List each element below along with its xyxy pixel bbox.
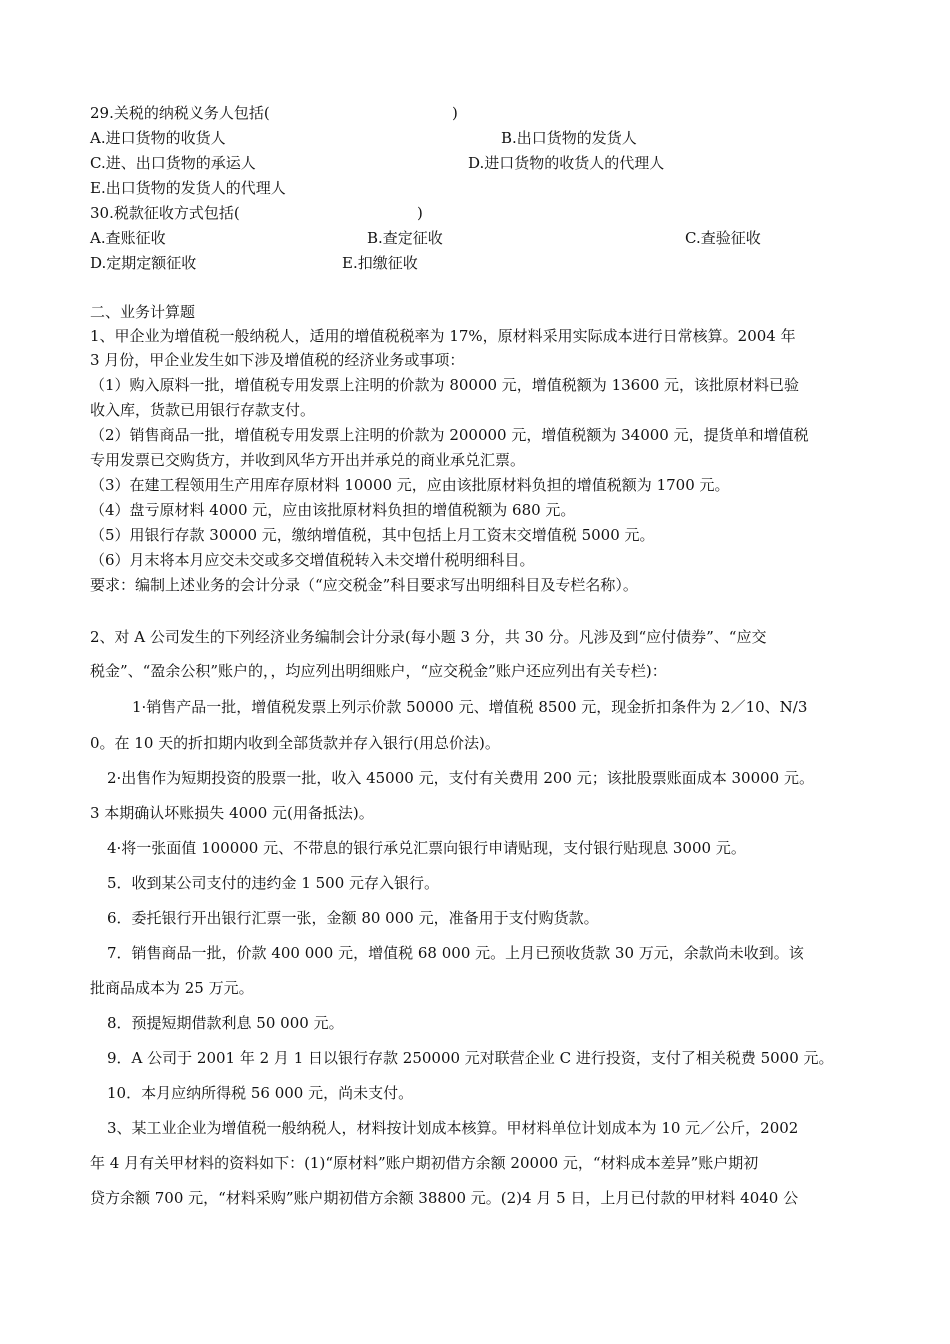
problem1-item: （3）在建工程领用生产用库存原材料 10000 元，应由该批原材料负担的增值税额为 1700 元。 [90,476,730,494]
q30-option-d: D.定期定额征收 [90,254,197,272]
problem2-item: 5．收到某公司支付的违约金 1 500 元存入银行。 [107,874,440,892]
section-title: 二、业务计算题 [90,303,196,321]
problem2-line: 税金”、“盈余公积”账户的，，均应列出明细账户，“应交税金”账户还应列出有关专栏)： [90,662,667,680]
q29-option-a: A.进口货物的收货人 [90,129,226,147]
problem1-item: （1）购入原料一批，增值税专用发票上注明的价款为 80000 元，增值税额为 13600 元，该批原材料已验 [90,376,800,394]
problem2-item: 3 本期确认坏账损失 4000 元(用备抵法)。 [90,804,374,822]
q29-stem: 29.关税的纳税义务人包括( [90,104,270,122]
q29-option-c: C.进、出口货物的承运人 [90,154,256,172]
q30-stem: 30.税款征收方式包括( [90,204,240,222]
problem1-item: 专用发票已交购货方，并收到风华方开出并承兑的商业承兑汇票。 [90,451,526,469]
q29-option-e: E.出口货物的发货人的代理人 [90,179,286,197]
q30-close-paren: ) [417,204,423,222]
q30-option-a: A.查账征收 [90,229,166,247]
problem1-item: （2）销售商品一批，增值税专用发票上注明的价款为 200000 元，增值税额为 34000 元，提货单和增值税 [90,426,809,444]
problem2-item: 7．销售商品一批，价款 400 000 元，增值税 68 000 元。上月已预收货款 30 万元，余款尚未收到。该 [107,944,804,962]
problem2-line: 2、对 A 公司发生的下列经济业务编制会计分录(每小题 3 分，共 30 分。凡涉及到“应付债券”、“应交 [90,628,767,646]
q29-option-d: D.进口货物的收货人的代理人 [468,154,665,172]
problem1-line: 3 月份，甲企业发生如下涉及增值税的经济业务或事项： [90,351,465,369]
problem2-item: 6．委托银行开出银行汇票一张，金额 80 000 元，准备用于支付购货款。 [107,909,599,927]
q30-option-c: C.查验征收 [685,229,761,247]
problem1-item: （5）用银行存款 30000 元，缴纳增值税，其中包括上月工资末交增值税 5000 元。 [90,526,655,544]
problem1-line: 1、甲企业为增值税一般纳税人，适用的增值税税率为 17%，原材料采用实际成本进行日常核算。2004 年 [90,327,796,345]
problem2-item: 8．预提短期借款利息 50 000 元。 [107,1014,344,1032]
q29-option-b: B.出口货物的发货人 [501,129,637,147]
q30-option-e: E.扣缴征收 [342,254,418,272]
q30-option-b: B.查定征收 [367,229,443,247]
problem1-item: （4）盘亏原材料 4000 元，应由该批原材料负担的增值税额为 680 元。 [90,501,576,519]
problem1-item: 收入库，货款已用银行存款支付。 [90,401,316,419]
problem3-line: 贷方余额 700 元，“材料采购”账户期初借方余额 38800 元。(2)4 月 5 日，上月已付款的甲材料 4040 公 [90,1189,799,1207]
problem2-item: 批商品成本为 25 万元。 [90,979,254,997]
problem3-line: 3、某工业企业为增值税一般纳税人，材料按计划成本核算。甲材料单位计划成本为 10 元／公斤，2002 [107,1119,799,1137]
problem1-requirement: 要求：编制上述业务的会计分录（“应交税金”科目要求写出明细科目及专栏名称）。 [90,576,638,594]
problem2-item: 9．A 公司于 2001 年 2 月 1 日以银行存款 250000 元对联营企业 C 进行投资，支付了相关税费 5000 元。 [107,1049,834,1067]
problem2-item: 10．本月应纳所得税 56 000 元，尚未支付。 [107,1084,414,1102]
q29-close-paren: ) [452,104,458,122]
problem2-item: 4·将一张面值 100000 元、不带息的银行承兑汇票向银行申请贴现，支付银行贴现息 3000 元。 [107,839,746,857]
problem2-item: 2·出售作为短期投资的股票一批，收入 45000 元，支付有关费用 200 元；该批股票账面成本 30000 元。 [107,769,814,787]
problem2-item: 1·销售产品一批，增值税发票上列示价款 50000 元、增值税 8500 元，现金折扣条件为 2／10、N/3 [132,698,808,716]
problem1-item: （6）月末将本月应交未交或多交增值税转入未交增什税明细科目。 [90,551,535,569]
problem2-item: 0。在 10 天的折扣期内收到全部货款并存入银行(用总价法)。 [90,734,500,752]
problem3-line: 年 4 月有关甲材料的资料如下：(1)“原材料”账户期初借方余额 20000 元，“材料成本差异”账户期初 [90,1154,759,1172]
